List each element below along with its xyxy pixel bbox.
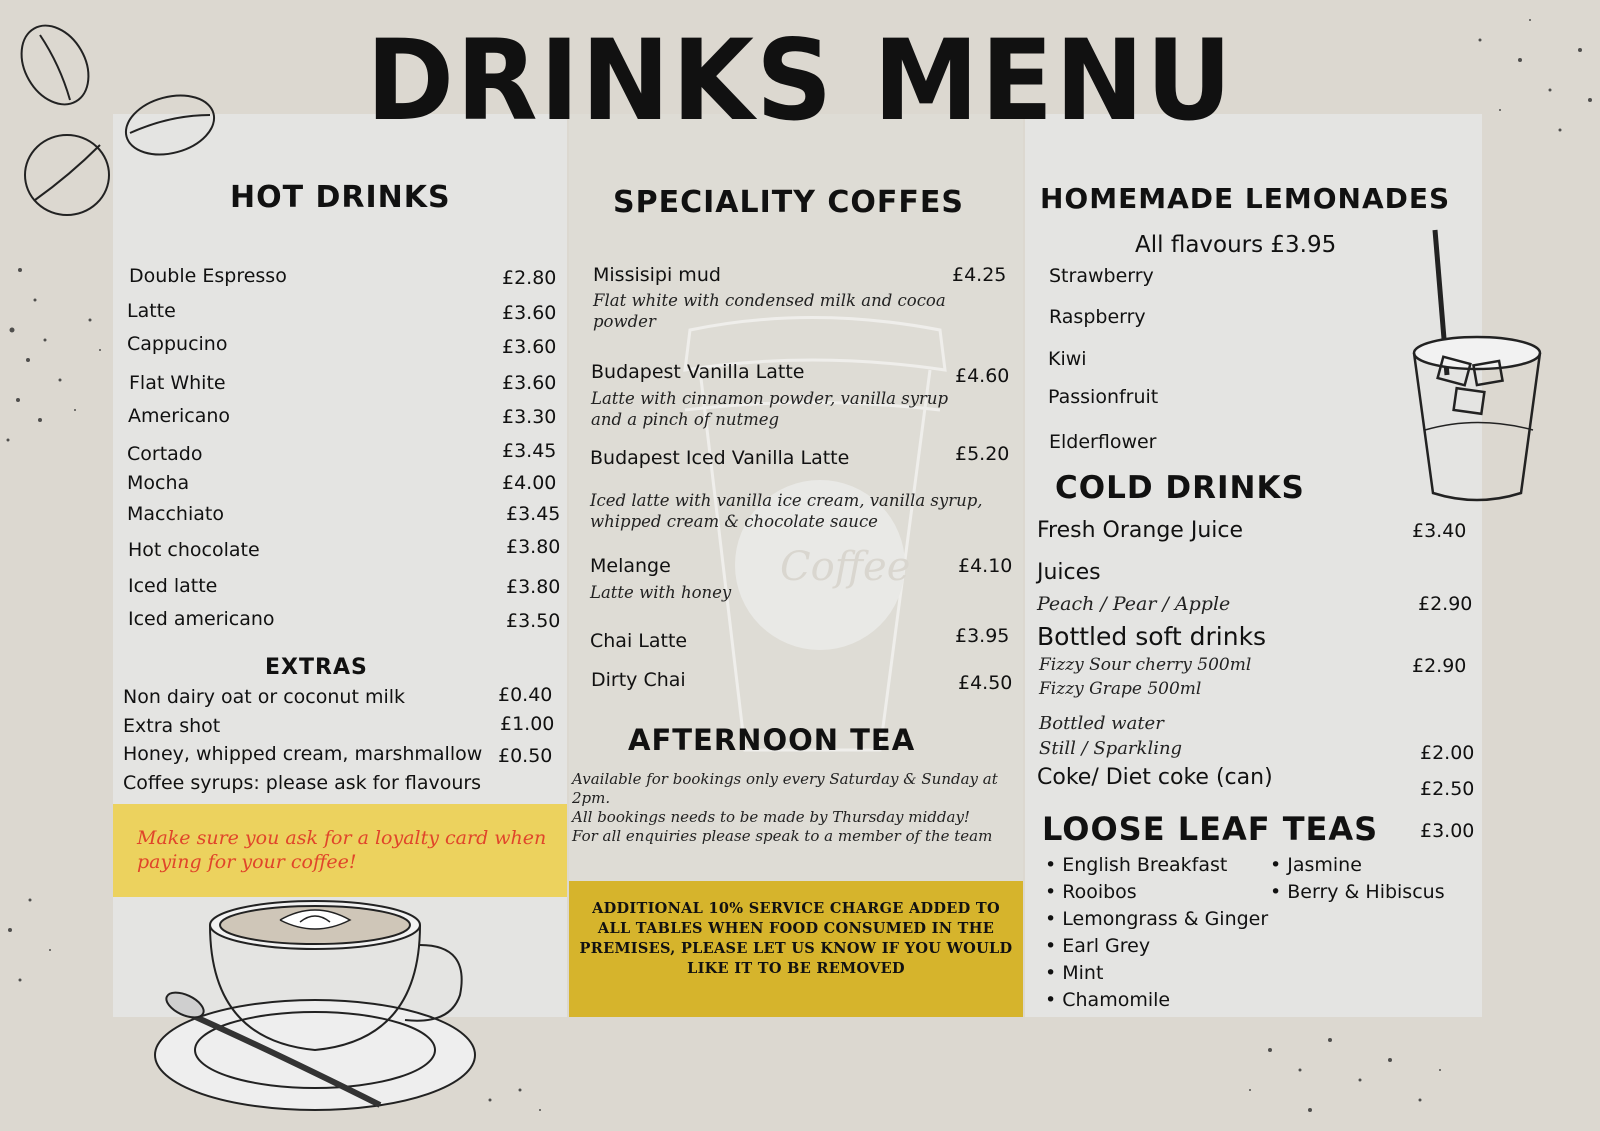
menu-price: £2.50 [1420,778,1475,800]
menu-item: Bottled soft drinks [1037,622,1267,651]
item-description: Fizzy Grape 500ml [1039,679,1202,699]
menu-price: £2.80 [502,267,557,289]
flavour-item: Raspberry [1049,306,1146,328]
tea-item: • Earl Grey [1045,935,1150,957]
menu-price: £5.20 [955,443,1010,465]
menu-item: Missisipi mud [593,264,721,286]
menu-item: Latte [127,300,176,322]
menu-item: Iced latte [128,575,218,597]
iced-drink-illustration [1405,225,1555,515]
menu-title: DRINKS MENU [366,15,1234,146]
menu-price: £3.45 [502,440,557,462]
item-description: Latte with cinnamon powder, vanilla syrup and a pinch of nutmeg [591,389,949,429]
extras-heading: EXTRAS [265,655,368,680]
item-description: Latte with honey [590,583,732,602]
menu-item: Budapest Iced Vanilla Latte [590,447,850,469]
menu-price: £2.00 [1420,742,1475,764]
menu-item: Hot chocolate [128,539,260,561]
menu-item: Flat White [129,372,226,394]
teas-heading: LOOSE LEAF TEAS [1042,810,1379,848]
menu-item: Fresh Orange Juice [1037,518,1244,543]
menu-price: £3.50 [506,610,561,632]
coffee-beans-illustration [10,15,230,235]
tea-item: • Rooibos [1045,881,1137,903]
speciality-heading: SPECIALITY COFFES [613,185,964,220]
menu-item: Iced americano [128,608,275,630]
menu-price: £3.95 [955,625,1010,647]
flavour-item: Elderflower [1049,431,1157,453]
afternoon-tea-line: Available for bookings only every Saturday & Sunday at 2pm. [572,770,998,807]
tea-item: • Jasmine [1270,854,1362,876]
menu-price: £3.40 [1412,520,1467,542]
menu-price: £4.60 [955,365,1010,387]
menu-item: Melange [590,555,671,577]
menu-item: Double Espresso [129,265,287,287]
menu-price: £4.25 [952,264,1007,286]
item-description: Fizzy Sour cherry 500ml [1039,655,1252,675]
tea-item: • English Breakfast [1045,854,1227,876]
afternoon-tea-line: All bookings needs to be made by Thursday midday! [572,808,970,826]
menu-price: £4.10 [958,555,1013,577]
menu-item: Juices [1037,560,1101,585]
menu-price: £3.60 [502,372,557,394]
flavour-item: Passionfruit [1048,386,1159,408]
afternoon-tea-line: For all enquiries please speak to a member of the team [572,827,993,845]
menu-price: £1.00 [500,713,555,735]
loyalty-note: Make sure you ask for a loyalty card when paying for your coffee! [137,827,547,873]
hot-drinks-heading: HOT DRINKS [230,180,451,215]
menu-price: £2.90 [1418,593,1473,615]
tea-item: • Lemongrass & Ginger [1045,908,1268,930]
tea-item: • Mint [1045,962,1103,984]
menu-price: £3.30 [502,406,557,428]
cup-word: Coffee [780,544,911,590]
lemonades-price-note: All flavours £3.95 [1135,232,1337,258]
menu-item: Dirty Chai [591,669,686,691]
menu-item: Budapest Vanilla Latte [591,361,805,383]
lemonades-heading: HOMEMADE LEMONADES [1040,182,1451,215]
menu-item: Chai Latte [590,630,688,652]
menu-item: Macchiato [127,503,224,525]
menu-item: Mocha [127,472,190,494]
menu-price: £3.80 [506,536,561,558]
menu-price: £3.60 [502,302,557,324]
service-charge-banner [569,881,1023,1017]
menu-price: £2.90 [1412,655,1467,677]
item-description: Iced latte with vanilla ice cream, vanilla syrup, whipped cream & chocolate sauce [590,491,983,531]
menu-price: £0.50 [498,745,553,767]
menu-price: £3.80 [506,576,561,598]
menu-price: £4.00 [502,472,557,494]
menu-item: Americano [128,405,231,427]
menu-price: £3.60 [502,336,557,358]
menu-price: £4.50 [958,672,1013,694]
item-description: Still / Sparkling [1039,738,1183,759]
tea-item: • Chamomile [1045,989,1170,1011]
menu-item: Non dairy oat or coconut milk [123,686,406,708]
menu-item: Honey, whipped cream, marshmallow [123,743,483,765]
coffee-cup-illustration [150,900,510,1120]
afternoon-tea-heading: AFTERNOON TEA [628,723,916,757]
item-description: Bottled water [1039,713,1164,734]
tea-item: • Berry & Hibiscus [1270,881,1445,903]
menu-item: Extra shot [123,715,221,737]
service-charge-note: ADDITIONAL 10% SERVICE CHARGE ADDED TO ALL TABLES WHEN FOOD CONSUMED IN THE PREMISES, PLEASE LET US KNOW IF YOU WOULD LIKE IT TO BE REMOVED [579,900,1013,977]
menu-price: £3.00 [1420,820,1475,842]
item-description: Peach / Pear / Apple [1037,593,1231,615]
menu-item: Coke/ Diet coke (can) [1037,765,1273,790]
loyalty-banner [113,804,567,897]
afternoon-tea-description [572,770,1024,846]
menu-item: Cappucino [127,333,228,355]
flavour-item: Kiwi [1048,348,1087,370]
item-description: Flat white with condensed milk and cocoa powder [593,291,946,331]
flavour-item: Strawberry [1049,265,1154,287]
menu-price: £0.40 [498,684,553,706]
menu-price: £3.45 [506,503,561,525]
menu-item: Coffee syrups: please ask for flavours [123,772,482,794]
menu-item: Cortado [127,443,203,465]
cold-drinks-heading: COLD DRINKS [1055,470,1305,506]
